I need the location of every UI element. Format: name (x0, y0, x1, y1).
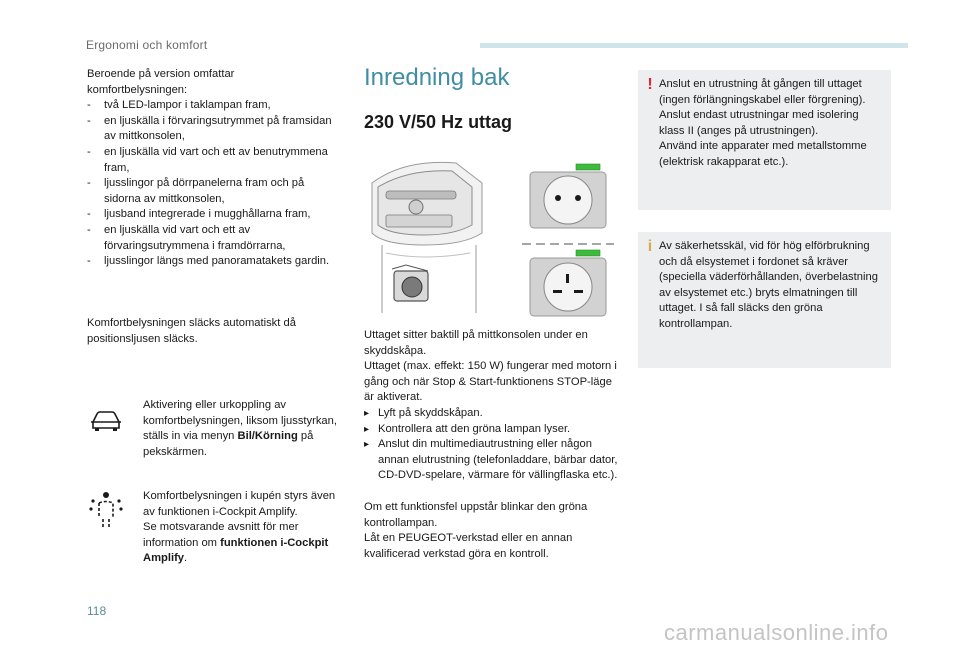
person-icon (87, 489, 131, 533)
warning-line: Anslut en utrustning åt gången till uttaget (ingen förlängningskabel eller förgrening). (659, 78, 866, 106)
info-icon: i (647, 238, 653, 255)
header-rule (480, 43, 908, 48)
info-text: Av säkerhetsskäl, vid för hög elförbrukning och då elsystemet i fordonet så kräver (speciella väderförhållanden, överbelastning av elsystemet etc.) bryts elmatningen till uttaget. I så fall släcks den gröna kontrollampan. (659, 240, 878, 330)
fault-text: Om ett funktionsfel uppstår blinkar den gröna kontrollampan. (364, 500, 588, 529)
console-drawing (364, 153, 514, 318)
list-item: - ljusband integrerade i mugghållarna fram, (87, 207, 337, 223)
watermark: carmanualsonline.info (664, 620, 889, 645)
list-item: ▸ Kontrollera att den gröna lampan lyser. (364, 422, 620, 438)
page-title: Inredning bak (364, 64, 510, 91)
list-item: - två LED-lampor i taklampan fram, (87, 98, 337, 114)
lighting-list (87, 98, 337, 270)
list-item: - en ljuskälla i förvaringsutrymmet på framsidan av mittkonsolen, (87, 114, 337, 145)
list-item: - en ljuskälla vid vart och ett av förvaringsutrymmena i framdörrarna, (87, 223, 337, 254)
power-text: Uttaget (max. effekt: 150 W) fungerar med motorn i gång och när Stop & Start-funktionens STOP-läge är aktiverat. (364, 360, 617, 404)
left-column (87, 67, 337, 345)
list-item: ▸ Lyft på skyddskåpan. (364, 406, 620, 422)
socket-closeup-bottom (522, 242, 614, 318)
socket-heading: 230 V/50 Hz uttag (364, 112, 513, 132)
person-note-text: Komfortbelysningen i kupén styrs även av funktionen i-Cockpit Amplify. Se motsvarande avsnitt för mer information om funktionen i-Cockpit Amplify. (143, 490, 336, 565)
warning-line: Anslut endast utrustningar med isolering klass II (anges på utrustningen). (659, 109, 859, 137)
steps-list (364, 406, 620, 484)
menu-name: Bil/Körning (237, 430, 298, 443)
lighting-intro: Beroende på version omfattar komfortbelysningen: (87, 68, 235, 96)
list-item: ▸ Anslut din multimediautrustning eller någon annan elutrustning (telefonladdare, bärbar dator, CD-DVD-spelare, värmare för vällingflaska etc.). (364, 437, 620, 484)
workshop-text: Låt en PEUGEOT-verkstad eller en annan kvalificerad verkstad göra en kontroll. (364, 532, 573, 560)
socket-closeup-top (522, 160, 614, 232)
page-number: 118 (87, 604, 107, 618)
car-icon (87, 398, 131, 442)
section-label: Ergonomi och komfort (86, 38, 208, 52)
warning-icon: ! (647, 76, 653, 93)
warning-line: Använd inte apparater med metallstomme (elektrisk rakapparat etc.). (659, 140, 867, 168)
info-box (638, 232, 891, 368)
function-name: funktionen i-Cockpit Amplify (143, 536, 329, 565)
list-item: - ljusslingor på dörrpanelerna fram och på sidorna av mittkonsolen, (87, 176, 337, 207)
socket-instructions (364, 328, 620, 562)
car-note-text: Aktivering eller urkoppling av komfortbelysningen, liksom ljusstyrkan, ställs in via menyn Bil/Körning på pekskärmen. (143, 399, 337, 458)
auto-off-text: Komfortbelysningen släcks automatiskt då positionsljusen släcks. (87, 317, 296, 345)
list-item: - en ljuskälla vid vart och ett av benutrymmena fram, (87, 145, 337, 176)
warning-box (638, 70, 891, 210)
list-item: - ljusslingor längs med panoramatakets gardin. (87, 254, 337, 270)
location-text: Uttaget sitter baktill på mittkonsolen under en skyddskåpa. (364, 329, 588, 357)
socket-illustration (364, 153, 614, 318)
